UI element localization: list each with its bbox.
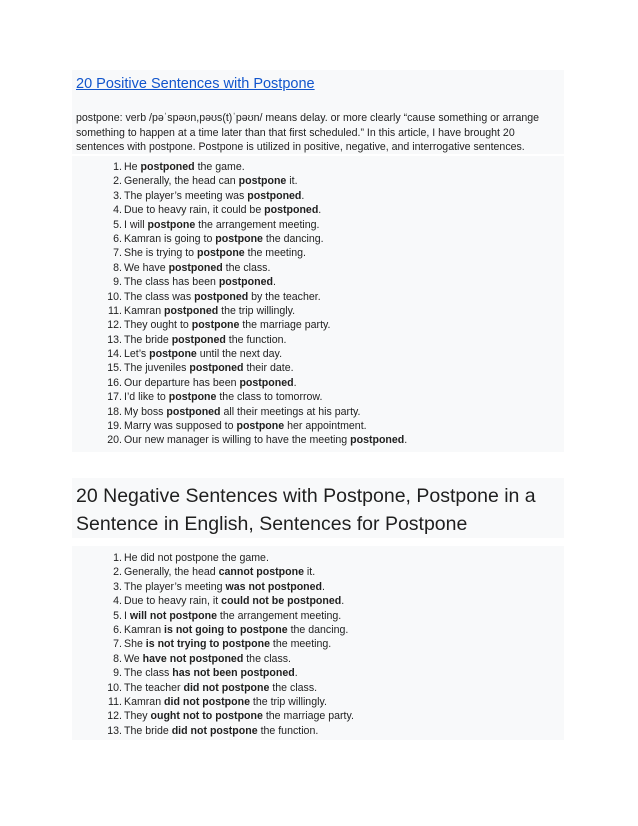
list-item-text [124, 667, 298, 679]
sentence-text-end: until the next day. [196, 348, 283, 361]
sentence-bold-word: have not postponed [142, 652, 244, 665]
sentence-bold-word: will not postpone [129, 609, 217, 622]
list-item [76, 347, 562, 361]
sentence-text: She is trying to [124, 247, 198, 260]
list-item-number: 11. [108, 695, 122, 708]
sentence-text-end: the trip willingly. [249, 695, 327, 708]
sentence-bold-word: postponed [168, 261, 223, 274]
sentence-bold-word: postponed [171, 333, 226, 346]
sentence-text: The class [124, 667, 173, 680]
list-item [76, 681, 562, 695]
list-item-text [124, 710, 354, 722]
list-item-text [124, 682, 317, 694]
list-item-number: 4. [113, 204, 122, 217]
list-item-text [124, 291, 321, 303]
sentence-text: The teacher [124, 681, 184, 694]
sentence-text-end: the arrangement meeting. [216, 609, 342, 622]
list-item-text [124, 552, 269, 564]
sentence-bold-word: postponed [189, 362, 244, 375]
list-item-number: 12. [107, 319, 122, 332]
list-item-text [124, 334, 287, 346]
list-item-number: 6. [113, 232, 122, 245]
list-item [76, 637, 562, 651]
list-item-number: 6. [113, 623, 122, 636]
list-item-number: 3. [113, 189, 122, 202]
list-item [76, 405, 562, 419]
sentence-bold-word: postponed [218, 276, 273, 289]
sentence-text-end: . [301, 189, 305, 202]
sentence-text: The player’s meeting [124, 580, 226, 593]
negative-sentences-list [76, 551, 562, 738]
list-item-text [124, 219, 319, 231]
list-item-number: 20. [107, 434, 122, 447]
list-item [76, 565, 562, 579]
list-item-text [124, 262, 270, 274]
list-item [76, 275, 562, 289]
sentence-text: The player’s meeting was [124, 189, 248, 202]
sentence-text: They [124, 710, 151, 723]
sentence-bold-word: postpone [238, 175, 287, 188]
list-item [76, 551, 562, 565]
sentence-text: Kamran is going to [124, 232, 216, 245]
positive-sentences-list [76, 160, 562, 448]
sentence-text-end: . [272, 276, 276, 289]
sentence-text: The juveniles [124, 362, 190, 375]
sentence-text: We have [124, 261, 169, 274]
list-item [76, 724, 562, 738]
list-item [76, 203, 562, 217]
list-item-number: 5. [113, 218, 122, 231]
list-item-text [124, 696, 327, 708]
sentence-text: We [124, 652, 143, 665]
sentence-bold-word: postpone [236, 420, 285, 433]
sentence-text-end: the function. [225, 333, 287, 346]
sentence-text: Our new manager is willing to have the meeting [124, 434, 351, 447]
list-item [76, 390, 562, 404]
sentence-text-end: the marriage party. [262, 710, 354, 723]
sentence-bold-word: was not postponed [225, 580, 323, 593]
list-item-text [124, 319, 330, 331]
list-item-number: 4. [113, 595, 122, 608]
sentence-text-end: the game. [194, 161, 245, 173]
sentence-bold-word: cannot postpone [218, 566, 304, 579]
sentence-text: She [124, 638, 146, 651]
list-item [76, 623, 562, 637]
sentence-text: Kamran [124, 304, 165, 317]
list-item-number: 10. [107, 290, 122, 303]
list-item-number: 19. [107, 420, 122, 433]
sentence-text: The bride [124, 333, 172, 346]
sentence-bold-word: is not going to postpone [164, 623, 288, 636]
list-item [76, 304, 562, 318]
list-item [76, 333, 562, 347]
list-item-number: 18. [107, 405, 122, 418]
sentence-text-end: the class. [243, 652, 291, 665]
sentence-bold-word: did not postpone [171, 724, 258, 737]
sentence-bold-word: postponed [166, 405, 221, 418]
sentence-bold-word: could not be postponed [221, 595, 342, 608]
list-item-number: 1. [113, 161, 122, 173]
sentence-text-end: the marriage party. [239, 319, 331, 332]
sentence-text-end: the class to tomorrow. [216, 391, 323, 404]
sentence-text: The class has been [124, 276, 219, 289]
sentence-bold-word: postpone [191, 319, 240, 332]
sentence-text-end: the dancing. [262, 232, 324, 245]
sentence-bold-word: postpone [197, 247, 245, 260]
sentence-text: Generally, the head can [124, 175, 239, 188]
sentence-text: Kamran [124, 695, 165, 708]
sentence-bold-word: has not been postponed [172, 667, 295, 680]
sentence-text: Due to heavy rain, it [124, 595, 222, 608]
list-item [76, 652, 562, 666]
sentence-text-end: their date. [243, 362, 294, 375]
sentence-text-end: . [294, 667, 298, 680]
sentence-text: Kamran [124, 623, 165, 636]
list-item-text [124, 624, 348, 636]
list-item-text [124, 247, 306, 259]
sentence-text-end: the arrangement meeting. [195, 218, 320, 231]
sentence-text: He did not postpone the game. [124, 552, 269, 564]
sentence-text-end: . [404, 434, 408, 447]
sentence-text-end: . [322, 580, 325, 593]
sentence-bold-word: postponed [239, 376, 294, 389]
list-item-text [124, 638, 331, 650]
list-item [76, 709, 562, 723]
list-item-text [124, 348, 282, 360]
list-item-text [124, 566, 315, 578]
list-item-number: 7. [113, 638, 122, 651]
list-item-number: 8. [113, 261, 122, 274]
list-item-number: 1. [113, 552, 122, 564]
list-item-text [124, 377, 297, 389]
sentence-bold-word: postponed [194, 290, 249, 303]
sentence-text-end: the dancing. [287, 623, 349, 636]
sentence-text-end: by the teacher. [248, 290, 321, 303]
sentence-text: I will [124, 218, 148, 231]
sentence-text: He [124, 161, 141, 173]
section2-heading: 20 Negative Sentences with Postpone, Postpone in a Sentence in English, Sentences for Postpone [76, 485, 536, 535]
sentence-bold-word: did not postpone [164, 695, 250, 708]
list-item-number: 14. [107, 348, 122, 361]
list-item [76, 594, 562, 608]
sentence-text-end: her appointment. [284, 420, 367, 433]
list-item-text [124, 434, 407, 446]
list-item-text [124, 161, 245, 173]
sentence-bold-word: postponed [140, 161, 195, 173]
list-item-text [124, 595, 344, 607]
sentence-text: My boss [124, 405, 167, 418]
sentence-text: They ought to [124, 319, 192, 332]
sentence-text: Due to heavy rain, it could be [124, 204, 265, 217]
sentence-bold-word: postpone [149, 348, 197, 361]
sentence-text-end: the class. [269, 681, 318, 694]
list-item [76, 261, 562, 275]
list-item-text [124, 391, 322, 403]
sentence-bold-word: did not postpone [183, 681, 270, 694]
list-item-number: 2. [113, 566, 122, 579]
list-item [76, 580, 562, 594]
sentence-text-end: . [341, 595, 345, 608]
sentence-text-end: it. [286, 175, 298, 188]
list-item-number: 13. [107, 333, 122, 346]
list-item-number: 17. [107, 391, 122, 404]
list-item-text [124, 362, 294, 374]
sentence-bold-word: is not trying to postpone [145, 638, 270, 651]
sentence-text: Let’s [124, 348, 150, 361]
list-item [76, 666, 562, 680]
sentence-bold-word: postponed [164, 304, 219, 317]
sentence-text-end: the function. [257, 724, 319, 737]
sentence-text-end: all their meetings at his party. [220, 405, 361, 418]
sentence-text: Marry was supposed to [124, 420, 237, 433]
list-item [76, 318, 562, 332]
list-item-text [124, 175, 298, 187]
list-item-text [124, 233, 324, 245]
list-item [76, 246, 562, 260]
list-item [76, 609, 562, 623]
sentence-bold-word: postpone [215, 232, 263, 245]
sentence-text: Our departure has been [124, 376, 240, 389]
list-item [76, 290, 562, 304]
list-item-text [124, 653, 291, 665]
sentence-text-end: . [318, 204, 322, 217]
list-item-text [124, 406, 360, 418]
sentence-text-end: the class. [222, 261, 271, 274]
sentence-text-end: the meeting. [244, 247, 306, 260]
list-item-number: 8. [113, 652, 122, 665]
list-item-text [124, 276, 276, 288]
list-item-number: 10. [107, 681, 122, 694]
list-item-number: 13. [107, 724, 122, 737]
sentence-text: The bride [124, 724, 172, 737]
list-item-text [124, 305, 295, 317]
list-item [76, 695, 562, 709]
section1-title-link[interactable]: 20 Positive Sentences with Postpone [76, 76, 315, 92]
sentence-text-end: the trip willingly. [218, 304, 296, 317]
sentence-bold-word: postponed [264, 204, 319, 217]
list-item-number: 11. [108, 304, 122, 317]
list-item-number: 3. [113, 580, 122, 593]
list-item [76, 189, 562, 203]
sentence-text: Generally, the head [124, 566, 219, 579]
list-item-number: 5. [113, 609, 122, 622]
list-item-text [124, 204, 321, 216]
list-item-number: 12. [107, 710, 122, 723]
list-item [76, 232, 562, 246]
list-item-number: 16. [107, 376, 122, 389]
sentence-text: I’d like to [124, 391, 169, 404]
section1-intro-paragraph: postpone: verb /pəˈspəʊn,pəʊs(t)ˈpəʊn/ means delay. or more clearly “cause something or arrange something to happen at a time later than that first scheduled.” In this article, I have brought 20 sentences with postpone. Postpone is utilized in positive, negative, and interrogative sentences. [76, 112, 540, 154]
list-item-number: 7. [113, 247, 122, 260]
sentence-bold-word: ought not to postpone [150, 710, 263, 723]
sentence-text: I [124, 609, 130, 622]
list-item-text [124, 420, 367, 432]
sentence-text-end: the meeting. [269, 638, 332, 651]
list-item-number: 9. [113, 667, 122, 680]
list-item-number: 2. [113, 175, 122, 188]
sentence-bold-word: postpone [168, 391, 217, 404]
list-item [76, 174, 562, 188]
list-item [76, 218, 562, 232]
list-item [76, 160, 562, 174]
list-item [76, 433, 562, 447]
list-item-text [124, 610, 341, 622]
sentence-bold-word: postpone [147, 218, 196, 231]
list-item-number: 9. [113, 276, 122, 289]
sentence-bold-word: postponed [247, 189, 302, 202]
list-item [76, 419, 562, 433]
sentence-text: The class was [124, 290, 195, 303]
list-item-text [124, 581, 325, 593]
list-item [76, 361, 562, 375]
sentence-text-end: it. [303, 566, 316, 579]
sentence-bold-word: postponed [350, 434, 405, 447]
list-item [76, 376, 562, 390]
list-item-text [124, 725, 318, 737]
sentence-text-end: . [293, 376, 297, 389]
list-item-text [124, 190, 304, 202]
list-item-number: 15. [107, 362, 122, 375]
